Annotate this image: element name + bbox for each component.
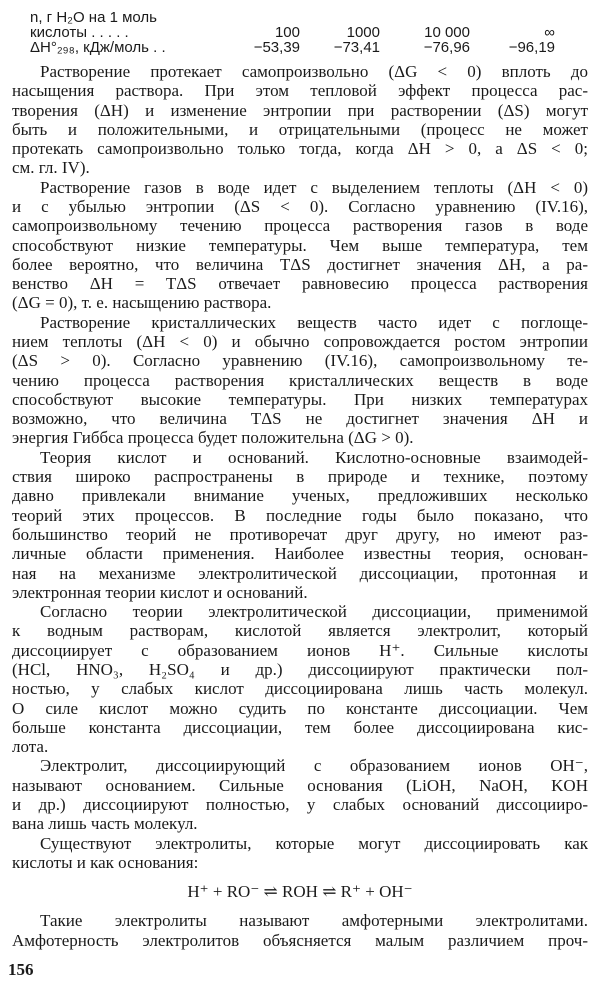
text-line: ностью, у слабых кислот диссоциирована лишь часть молекул.	[12, 679, 588, 699]
text-line: венство ΔH = TΔS отвечает равновесию процесса растворения	[12, 274, 588, 294]
equation: H⁺ + RO⁻ ⇌ ROH ⇌ R⁺ + OH⁻	[187, 882, 413, 902]
page-number: 156	[8, 960, 34, 979]
text-line: энергия Гиббса процесса будет положительна (ΔG > 0).	[12, 428, 414, 448]
text-line: Такие электролиты называют амфотерными электролитами.	[40, 911, 588, 931]
text-line: (HCl, HNO₃, H₂SO₄ и др.) диссоциируют практически пол-	[12, 659, 588, 679]
text-line: вана лишь часть молекул.	[12, 814, 198, 834]
text-line: Амфотерность электролитов объясняется малым различием проч-	[12, 930, 588, 950]
table-row	[30, 25, 590, 40]
text-line: протекать самопроизвольно только тогда, когда ΔH > 0, а ΔS < 0;	[12, 139, 588, 159]
text-line: возможно, что величина TΔS не достигнет значения ΔH и	[12, 409, 588, 429]
table-cell: −53,39	[253, 39, 300, 56]
text-line: чению процесса растворения кристаллических веществ в воде	[12, 370, 588, 390]
text-line: способствуют высокие температуры. При низких температурах	[12, 389, 588, 409]
text-line: Электролит, диссоциирующий с образованием ионов OH⁻,	[40, 756, 588, 776]
text-line: Растворение протекает самопроизвольно (ΔG < 0) вплоть до	[40, 62, 588, 81]
text-line: Растворение газов в воде идет с выделением теплоты (ΔH < 0)	[40, 177, 588, 197]
table-cell: −96,19	[508, 39, 555, 56]
text-line: способствуют низкие температуры. Чем выше температура, тем	[12, 235, 588, 255]
text-line: (ΔG = 0), т. е. насыщению раствора.	[12, 293, 272, 313]
text-line: (ΔS > 0). Согласно уравнению (IV.16), самопроизвольному те-	[12, 351, 588, 371]
table-cell: ΔH°₂₉₈, кДж/моль . .	[30, 39, 166, 56]
text-line: Существуют электролиты, которые могут диссоциировать как	[40, 833, 588, 853]
text-line: теорий этих процессов. В последние годы было показано, что	[12, 505, 588, 525]
text-line: диссоциирует с образованием ионов H⁺. Сильные кислоты	[12, 640, 588, 660]
text-line: электронная теории кислот и оснований.	[12, 582, 308, 602]
text-line: к водным растворам, кислотой является электролит, который	[12, 621, 588, 641]
text-line: насыщения раствора. При этом тепловой эффект процесса рас-	[12, 81, 588, 101]
table-cell: ∞	[544, 24, 555, 41]
text-line: творения (ΔH) и изменение энтропии при растворении (ΔS) могут	[12, 100, 588, 120]
text-line: Растворение кристаллических веществ часто идет с поглоще-	[40, 312, 588, 332]
text-line: Теория кислот и оснований. Кислотно-основные взаимодей-	[40, 447, 588, 467]
text-line: см. гл. IV).	[12, 158, 90, 178]
text-line: большинство теорий не противоречат друг другу, но имеют раз-	[12, 524, 588, 544]
table-row	[30, 10, 590, 25]
table-cell: 10 000	[424, 24, 470, 41]
text-line: Согласно теории электролитической диссоциации, применимой	[40, 602, 588, 622]
table-cell: n, г H₂O на 1 моль	[30, 9, 158, 26]
text-line: личные области применения. Наиболее известны теория, основан-	[12, 544, 588, 564]
table-cell: −73,41	[333, 39, 380, 56]
text-line: ствия широко распространены в природе и технике, поэтому	[12, 467, 588, 487]
text-line: ная на механизме электролитической диссоциации, протонная и	[12, 563, 588, 583]
text-line: О силе кислот можно судить по константе диссоциации. Чем	[12, 698, 588, 718]
text-line: больше константа диссоциации, тем более диссоциирована кис-	[12, 717, 588, 737]
text-line: и с убылью энтропии (ΔS < 0). Согласно уравнению (IV.16),	[12, 197, 588, 217]
enthalpy-table	[30, 10, 590, 55]
text-line: нием теплоты (ΔH < 0) и обычно сопровождается ростом энтропии	[12, 332, 588, 352]
text-line: более вероятно, что величина TΔS достигнет значения ΔH, а ра-	[12, 254, 588, 274]
table-cell: −76,96	[423, 39, 470, 56]
table-cell: кислоты . . . . .	[30, 24, 129, 41]
text-line: называют основанием. Сильные основания (LiOH, NaOH, KOH	[12, 775, 588, 795]
text-line: быть и положительными, и отрицательными (процесс не может	[12, 119, 588, 139]
table-cell: 1000	[346, 24, 380, 41]
text-line: лота.	[12, 737, 49, 757]
text-line: давно привлекали внимание ученых, предложивших несколько	[12, 486, 588, 506]
text-line: кислоты и как основания:	[12, 852, 199, 872]
text-line: самопроизвольному течению процесса растворения газов в воде	[12, 216, 588, 236]
table-cell: 100	[274, 24, 300, 41]
text-line: и др.) диссоциируют полностью, у слабых оснований диссоцииро-	[12, 794, 588, 814]
table-row	[30, 40, 590, 55]
